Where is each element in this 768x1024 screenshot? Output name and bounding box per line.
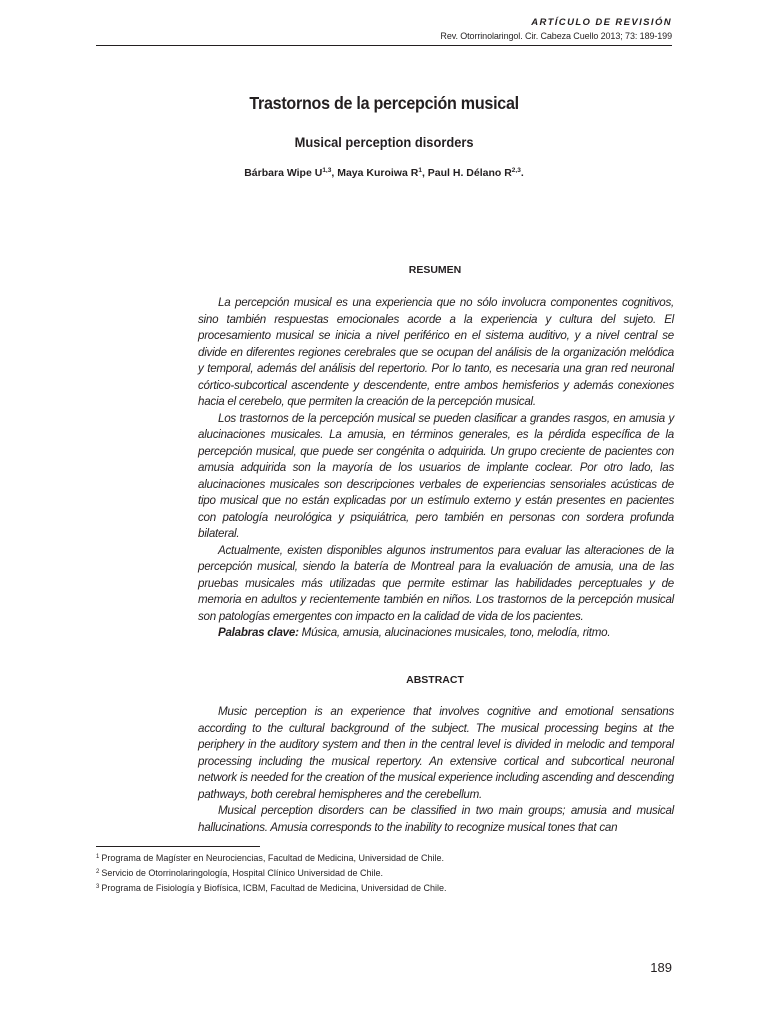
footnote (96, 866, 676, 881)
footnote-mark: 1 (96, 854, 100, 860)
footnote-mark: 3 (96, 884, 100, 890)
abstract-heading: ABSTRACT (406, 674, 464, 686)
abstract-paragraph: Music perception is an experience that involves cognitive and emotional sensations according to the cultural background of the subject. The musical processing begins at the periphery in the auditory system and then in the central level is divided in melodic and temporal processing including the musical repertory. An extensive cortical and subcortical neuronal network is needed for the creation of the musical experience including ascending and descending pathways, both cerebral hemispheres and the cerebellum. (198, 705, 674, 801)
keywords-label: Palabras clave: (218, 626, 299, 639)
resumen-body (198, 295, 674, 642)
footnote-text: Servicio de Otorrinolaringología, Hospital Clínico Universidad de Chile. (101, 868, 383, 878)
author-name: Bárbara Wipe U (244, 167, 323, 179)
footnote (96, 851, 676, 866)
keywords-text: Música, amusia, alucinaciones musicales, tono, melodía, ritmo. (301, 626, 611, 639)
article-type-label: ARTÍCULO DE REVISIÓN (531, 17, 672, 28)
footnotes (96, 851, 676, 896)
footnote-mark: 2 (96, 869, 100, 875)
article-title: Trastornos de la percepción musical (249, 93, 519, 113)
author-separator: , (331, 167, 338, 179)
footnote-text: Programa de Magíster en Neurociencias, Facultad de Medicina, Universidad de Chile. (101, 853, 445, 863)
abstract-body (198, 704, 674, 836)
author-name: Maya Kuroiwa R (337, 167, 419, 179)
article-subtitle: Musical perception disorders (294, 134, 474, 150)
footnote (96, 881, 676, 896)
resumen-heading: RESUMEN (408, 264, 462, 276)
page-number: 189 (650, 960, 672, 975)
footnote-text: Programa de Fisiología y Biofísica, ICBM, Facultad de Medicina, Universidad de Chile. (101, 883, 447, 893)
author-name: Paul H. Délano R (427, 167, 512, 179)
footnote-divider (96, 846, 260, 847)
author-list (0, 167, 768, 179)
abstract-paragraph: Musical perception disorders can be classified in two main groups; amusia and musical hallucinations. Amusia corresponds to the inability to recognize musical tones that can (198, 804, 674, 834)
keywords-line (198, 625, 674, 642)
author-separator: . (520, 167, 524, 179)
resumen-paragraph: Actualmente, existen disponibles algunos instrumentos para evaluar las alteraciones de la percepción musical, siendo la batería de Montreal para la evaluación de amusia, una de las pruebas musicales más utilizadas que permite estimar las habilidades perceptuales y de memoria en adultos y recientemente también en niños. Los trastornos de la percepción musical son patologías emergentes con impacto en la calidad de vida de los pacientes. (198, 543, 674, 623)
author-affiliation: 1 (418, 167, 422, 174)
author-affiliation: 2,3 (511, 167, 521, 174)
journal-citation: Rev. Otorrinolaringol. Cir. Cabeza Cuello 2013; 73: 189-199 (440, 31, 672, 41)
resumen-paragraph: Los trastornos de la percepción musical se pueden clasificar a grandes rasgos, en amusia y alucinaciones musicales. La amusia, en términos generales, es la pérdida específica de la percepción musical, que puede ser congénita o adquirida. Un grupo creciente de pacientes con amusia adquirida son la mayoría de los usuarios de implante coclear. Por otro lado, las alucinaciones musicales son descripciones verbales de experiencias sensoriales acústicas de tipo musical que no están explicadas por un estímulo externo y están presentes en pacientes con patología neurológica y psiquiátrica, pero también en personas con sordera profunda bilateral. (198, 411, 674, 540)
header-divider (96, 45, 672, 46)
resumen-paragraph: La percepción musical es una experiencia que no sólo involucra componentes cognitivos, sino también respuestas emocionales acorde a la experiencia y cultura del sujeto. El procesamiento musical se inicia a nivel periférico en el sistema auditivo, y a nivel central se divide en diferentes regiones cerebrales que se ocupan del análisis de la organización melódica y temporal, además del análisis del repertorio. Por lo tanto, es necesaria una gran red neuronal córtico-subcortical ascendente y descendente, entre ambos hemisferios y además conexiones hacia el cerebelo, que permiten la creación de la percepción musical. (198, 296, 674, 408)
author-affiliation: 1,3 (322, 167, 332, 174)
author-separator: , (421, 167, 428, 179)
